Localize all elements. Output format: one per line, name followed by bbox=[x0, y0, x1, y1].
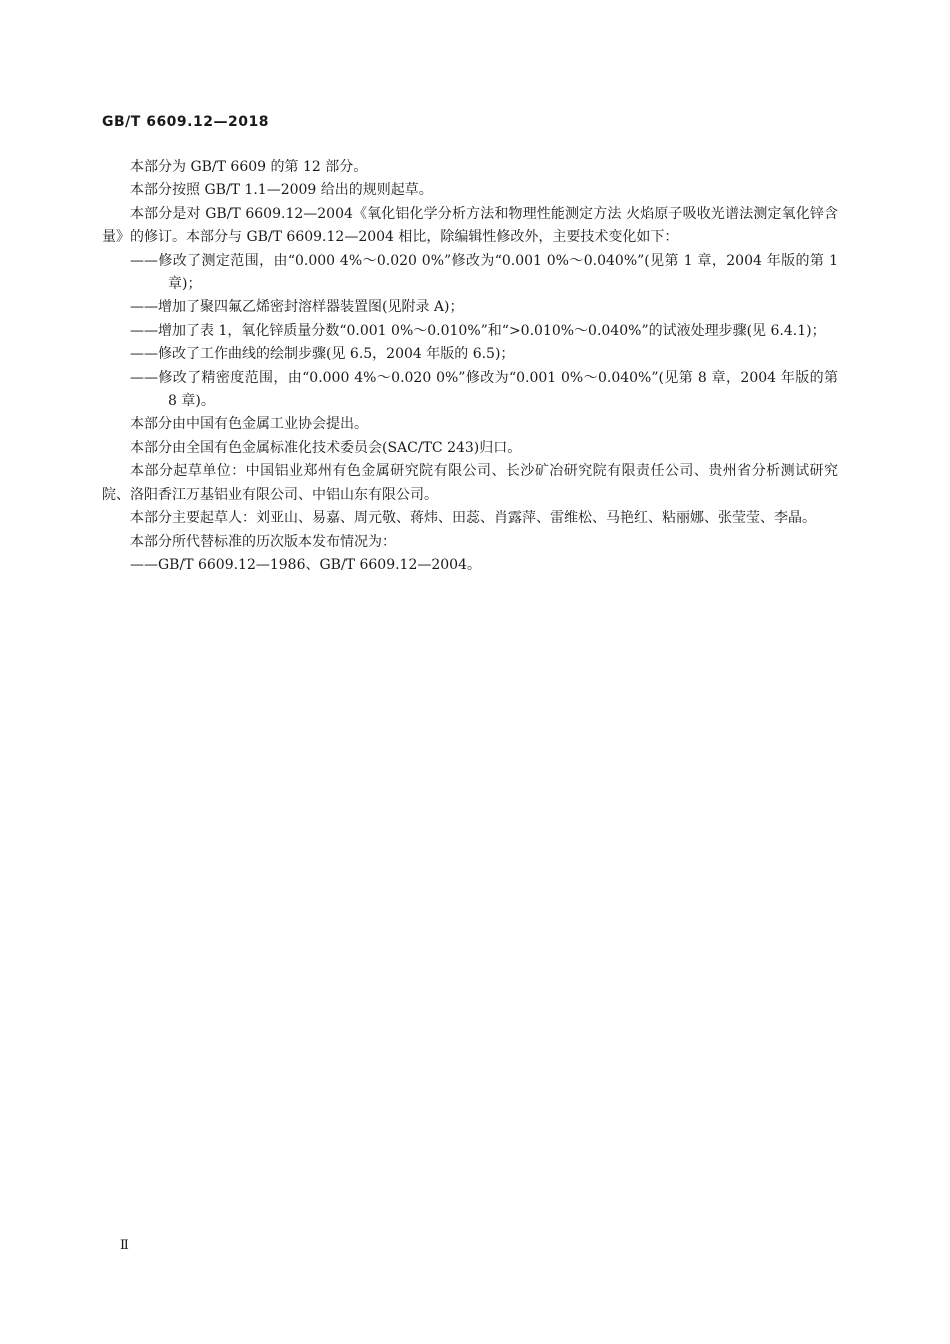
paragraph-drafters: 本部分主要起草人：刘亚山、易嘉、周元敬、蒋炜、田蕊、肖露萍、雷维松、马艳红、粘丽娜、张莹莹、李晶。 bbox=[130, 510, 816, 527]
paragraph-revision-summary: 本部分是对 GB/T 6609.12—2004《氧化铝化学分析方法和物理性能测定方法 火焰原子吸收光谱法测定氧化锌含量》的修订。本部分与 GB/T 6609.12—2004 相比，除编辑性修改外，主要技术变化如下： bbox=[102, 205, 838, 246]
change-item-precision-range: ——修改了精密度范围，由“0.000 4%～0.020 0%”修改为“0.001 0%～0.040%”(见第 8 章，2004 年版的第 8 章)。 bbox=[130, 369, 838, 410]
paragraph-part-info: 本部分为 GB/T 6609 的第 12 部分。 bbox=[130, 159, 368, 175]
history-item: ——GB/T 6609.12—1986、GB/T 6609.12—2004。 bbox=[130, 556, 481, 573]
paragraph-history-intro: 本部分所代替标准的历次版本发布情况为： bbox=[130, 533, 396, 550]
paragraph-technical-committee: 本部分由全国有色金属标准化技术委员会(SAC/TC 243)归口。 bbox=[130, 439, 522, 456]
paragraph-drafting-rules: 本部分按照 GB/T 1.1—2009 给出的规则起草。 bbox=[130, 182, 433, 199]
paragraph-proposer: 本部分由中国有色金属工业协会提出。 bbox=[130, 416, 368, 433]
change-item-working-curve: ——修改了工作曲线的绘制步骤(见 6.5，2004 年版的 6.5)； bbox=[130, 346, 515, 363]
page-number: Ⅱ bbox=[120, 1238, 129, 1253]
foreword-body bbox=[102, 156, 838, 577]
standard-code-header: GB/T 6609.12—2018 bbox=[102, 114, 269, 130]
change-item-ptfe-device-figure: ——增加了聚四氟乙烯密封溶样器装置图(见附录 A)； bbox=[130, 299, 464, 316]
change-item-measurement-range: ——修改了测定范围，由“0.000 4%～0.020 0%”修改为“0.001 0%～0.040%”(见第 1 章，2004 年版的第 1 章)； bbox=[130, 252, 838, 293]
change-item-table-1: ——增加了表 1，氧化锌质量分数“0.001 0%～0.010%”和“>0.010%～0.040%”的试液处理步骤(见 6.4.1)； bbox=[130, 322, 826, 339]
paragraph-drafting-units: 本部分起草单位：中国铝业郑州有色金属研究院有限公司、长沙矿冶研究院有限责任公司、贵州省分析测试研究院、洛阳香江万基铝业有限公司、中铝山东有限公司。 bbox=[102, 463, 838, 503]
